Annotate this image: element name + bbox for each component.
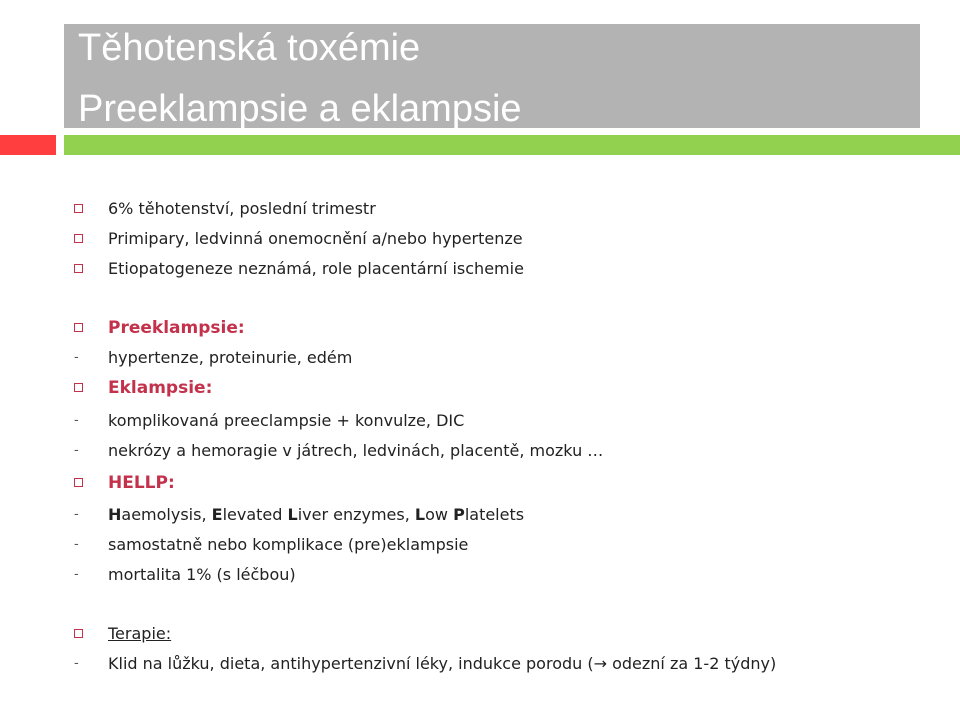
dash-marker: - bbox=[74, 507, 79, 522]
sub-item bbox=[0, 563, 960, 587]
bullet-item bbox=[0, 197, 960, 221]
dash-marker: - bbox=[74, 350, 79, 365]
sub-item bbox=[0, 652, 960, 676]
acronym-letter: L bbox=[414, 505, 426, 524]
square-bullet-icon bbox=[74, 204, 83, 213]
decor-bar-red bbox=[0, 135, 56, 155]
bullet-text: Primipary, ledvinná onemocnění a/nebo hypertenze bbox=[108, 229, 523, 248]
hellp-expansion bbox=[108, 503, 524, 527]
dash-marker: - bbox=[74, 537, 79, 552]
sub-item bbox=[0, 503, 960, 527]
dash-marker: - bbox=[74, 656, 79, 671]
acronym-letter: L bbox=[287, 505, 298, 524]
sub-item-text: samostatně nebo komplikace (pre)eklampsie bbox=[108, 535, 469, 554]
square-bullet-icon bbox=[74, 478, 83, 487]
decor-bar-green bbox=[64, 135, 960, 155]
dash-marker: - bbox=[74, 443, 79, 458]
slide-title: Těhotenská toxémie bbox=[78, 27, 421, 69]
acronym-rest: aemolysis, bbox=[121, 505, 212, 524]
heading-text: Terapie: bbox=[108, 624, 172, 643]
slide-subtitle: Preeklampsie a eklampsie bbox=[78, 88, 522, 130]
section-heading-hellp bbox=[0, 471, 960, 495]
acronym-rest: levated bbox=[222, 505, 288, 524]
acronym-letter: E bbox=[211, 505, 223, 524]
acronym-letter: H bbox=[108, 505, 122, 524]
sub-item-text: Klid na lůžku, dieta, antihypertenzivní léky, indukce porodu (→ odezní za 1-2 týdny) bbox=[108, 654, 777, 673]
sub-item-text: nekrózy a hemoragie v játrech, ledvinách, placentě, mozku … bbox=[108, 441, 604, 460]
sub-item bbox=[0, 346, 960, 370]
bullet-item bbox=[0, 227, 960, 251]
sub-item bbox=[0, 439, 960, 463]
sub-item-text: komplikovaná preeclampsie + konvulze, DIC bbox=[108, 411, 465, 430]
square-bullet-icon bbox=[74, 629, 83, 638]
bullet-item bbox=[0, 257, 960, 281]
sub-item-text: hypertenze, proteinurie, edém bbox=[108, 348, 353, 367]
title-box bbox=[64, 24, 920, 128]
sub-item bbox=[0, 409, 960, 433]
section-heading-preeklampsie bbox=[0, 316, 960, 340]
section-heading-terapie bbox=[0, 622, 960, 646]
heading-text: Preeklampsie: bbox=[108, 318, 245, 338]
acronym-letter: P bbox=[453, 505, 465, 524]
square-bullet-icon bbox=[74, 383, 83, 392]
square-bullet-icon bbox=[74, 323, 83, 332]
acronym-rest: latelets bbox=[464, 505, 525, 524]
bullet-text: Etiopatogeneze neznámá, role placentární ischemie bbox=[108, 259, 524, 278]
square-bullet-icon bbox=[74, 264, 83, 273]
dash-marker: - bbox=[74, 567, 79, 582]
acronym-rest: ow bbox=[425, 505, 454, 524]
bullet-text: 6% těhotenství, poslední trimestr bbox=[108, 199, 376, 218]
square-bullet-icon bbox=[74, 234, 83, 243]
section-heading-eklampsie bbox=[0, 376, 960, 400]
heading-text: Eklampsie: bbox=[108, 378, 213, 398]
sub-item-text: mortalita 1% (s léčbou) bbox=[108, 565, 296, 584]
heading-text: HELLP: bbox=[108, 473, 175, 493]
acronym-rest: iver enzymes, bbox=[297, 505, 415, 524]
dash-marker: - bbox=[74, 413, 79, 428]
sub-item bbox=[0, 533, 960, 557]
